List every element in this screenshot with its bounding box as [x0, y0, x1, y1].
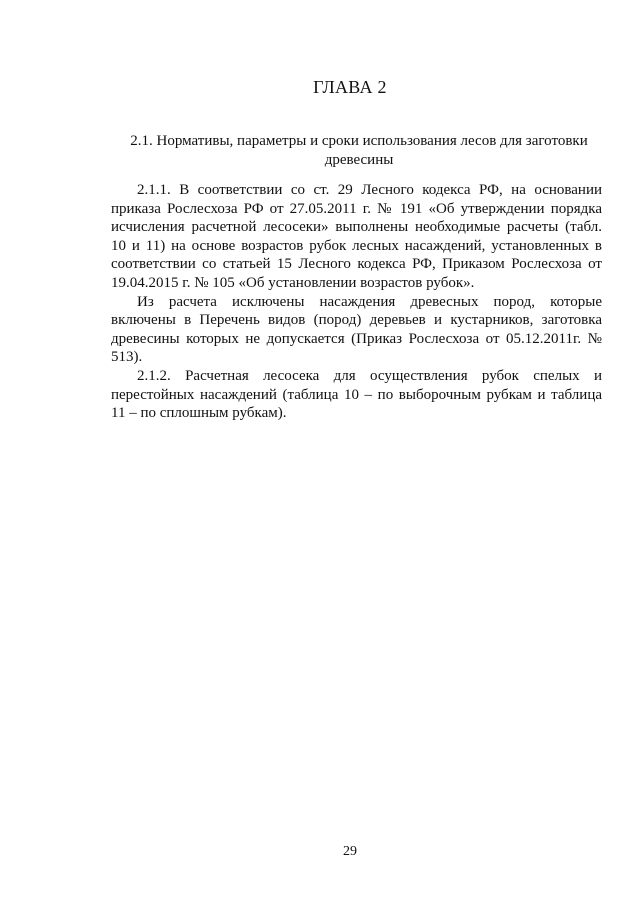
- section-heading: [118, 132, 600, 170]
- paragraph-2-1-1: 2.1.1. В соответствии со ст. 29 Лесного кодекса РФ, на основании приказа Рослесхоза РФ от 27.05.2011 г. № 191 «Об утверждении порядка исчисления расчетной лесосеки» выполнены необходимые расчеты (табл. 10 и 11) на основе возрастов рубок лесных насаждений, установленных в соответствии со статьей 15 Лесного кодекса РФ, Приказом Рослесхоза от 19.04.2015 г. № 105 «Об установлении возрастов рубок».: [111, 182, 602, 291]
- chapter-title: ГЛАВА 2: [313, 77, 387, 97]
- section-heading-line-2: древесины: [324, 152, 394, 168]
- body-text: [111, 181, 602, 423]
- paragraph-2-1-2: 2.1.2. Расчетная лесосека для осуществления рубок спелых и перестойных насаждений (таблица 10 – по выборочным рубкам и таблица 11 – по сплошным рубкам).: [111, 367, 602, 422]
- page-number: 29: [343, 844, 357, 859]
- section-heading-line-1: 2.1. Нормативы, параметры и сроки использования лесов для заготовки: [130, 133, 588, 149]
- paragraph-exclusions: Из расчета исключены насаждения древесных пород, которые включены в Перечень видов (пород) деревьев и кустарников, заготовка древесины которых не допускается (Приказ Рослесхоза от 05.12.2011г. № 513).: [111, 293, 602, 366]
